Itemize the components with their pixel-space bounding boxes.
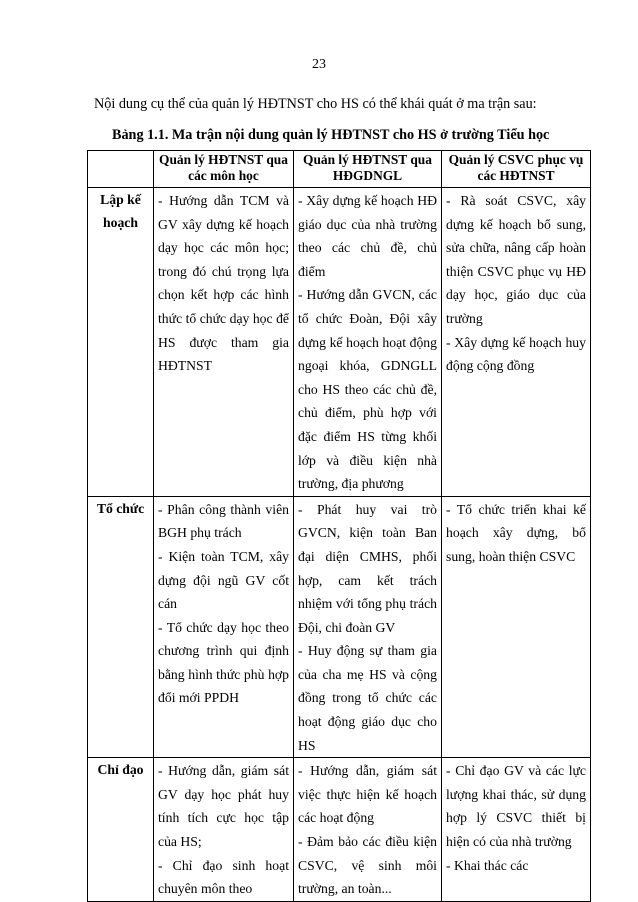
cell-organizing-facilities bbox=[442, 496, 591, 758]
page-number: 23 bbox=[312, 57, 326, 72]
table-row bbox=[88, 758, 591, 902]
table-header-row bbox=[88, 151, 591, 188]
cell-line: - Kiện toàn TCM, xây dựng đội ngũ GV cốt cán bbox=[158, 548, 289, 612]
row-label-organizing: Tổ chức bbox=[88, 496, 154, 758]
cell-line: - Xây dựng kế hoạch huy động cộng đồng bbox=[446, 334, 586, 374]
cell-line: - Khai thác các bbox=[446, 857, 529, 873]
cell-organizing-extracurricular bbox=[294, 496, 442, 758]
header-corner-cell bbox=[88, 151, 154, 188]
header-facilities: Quản lý CSVC phục vụ các HĐTNST bbox=[442, 151, 591, 188]
header-extracurricular: Quản lý HĐTNST qua HĐGDNGL bbox=[294, 151, 442, 188]
cell-line: - Đảm bảo các điều kiện CSVC, vệ sinh môi trường, an toàn... bbox=[298, 834, 437, 897]
table-row bbox=[88, 496, 591, 758]
management-matrix-table bbox=[87, 150, 591, 902]
cell-line: - Xây dựng kế hoạch HĐ giáo dục của nhà trường theo các chủ đề, chủ điểm bbox=[298, 193, 437, 279]
row-label-planning: Lập kế hoạch bbox=[88, 188, 154, 497]
cell-line: - Rà soát CSVC, xây dựng kế hoạch bổ sung, sửa chữa, nâng cấp hoàn thiện CSVC phục vụ HĐ dạy học, giáo dục của trường bbox=[446, 193, 586, 326]
cell-planning-facilities bbox=[442, 188, 591, 497]
cell-line: - Chỉ đạo sinh hoạt chuyên môn theo bbox=[158, 857, 289, 897]
cell-organizing-subjects bbox=[154, 496, 294, 758]
table-row bbox=[88, 188, 591, 497]
cell-line: - Tổ chức dạy học theo chương trình qui định bằng hình thức phù hợp đổi mới PPDH bbox=[158, 619, 289, 706]
cell-directing-subjects bbox=[154, 758, 294, 902]
cell-line: - Phát huy vai trò GVCN, kiện toàn Ban đại diện CMHS, phối hợp, cam kết trách nhiệm với tổng phụ trách Đội, chi đoàn GV bbox=[298, 501, 437, 635]
cell-planning-subjects bbox=[154, 188, 294, 497]
intro-paragraph: Nội dung cụ thể của quản lý HĐTNST cho HS có thể khái quát ở ma trận sau: bbox=[94, 96, 537, 112]
cell-planning-extracurricular bbox=[294, 188, 442, 497]
cell-line: - Hướng dẫn TCM và GV xây dựng kế hoạch dạy học các môn học; trong đó chú trọng lựa chọn kết hợp các hình thức tổ chức dạy học để HS được tham gia HĐTNST bbox=[158, 193, 289, 374]
cell-line: - Chỉ đạo GV và các lực lượng khai thác, sử dụng hợp lý CSVC thiết bị hiện có của nhà trường bbox=[446, 763, 586, 850]
cell-line: - Tổ chức triển khai kế hoạch xây dựng, bổ sung, hoàn thiện CSVC bbox=[446, 501, 586, 564]
cell-line: - Huy động sự tham gia của cha mẹ HS và cộng đồng trong tổ chức các hoạt động giáo dục cho HS bbox=[298, 643, 437, 753]
row-label-directing: Chỉ đạo bbox=[88, 758, 154, 902]
table-caption: Bảng 1.1. Ma trận nội dung quản lý HĐTNST cho HS ở trường Tiểu học bbox=[112, 127, 550, 143]
cell-line: - Phân công thành viên BGH phụ trách bbox=[158, 501, 289, 541]
cell-line: - Hướng dẫn, giám sát GV dạy học phát huy tính tích cực học tập của HS; bbox=[158, 763, 289, 850]
cell-directing-extracurricular bbox=[294, 758, 442, 902]
cell-directing-facilities bbox=[442, 758, 591, 902]
cell-line: - Hướng dẫn GVCN, các tổ chức Đoàn, Đội xây dựng kế hoạch hoạt động ngoại khóa, GDNGLL cho HS theo các chủ đề, chủ điểm, phù hợp với đặc điểm HS từng khối lớp và điều kiện nhà trường, địa phương bbox=[298, 287, 437, 492]
header-subjects: Quản lý HĐTNST qua các môn học bbox=[154, 151, 294, 188]
cell-line: - Hướng dẫn, giám sát việc thực hiện kế hoạch các hoạt động bbox=[298, 763, 437, 826]
